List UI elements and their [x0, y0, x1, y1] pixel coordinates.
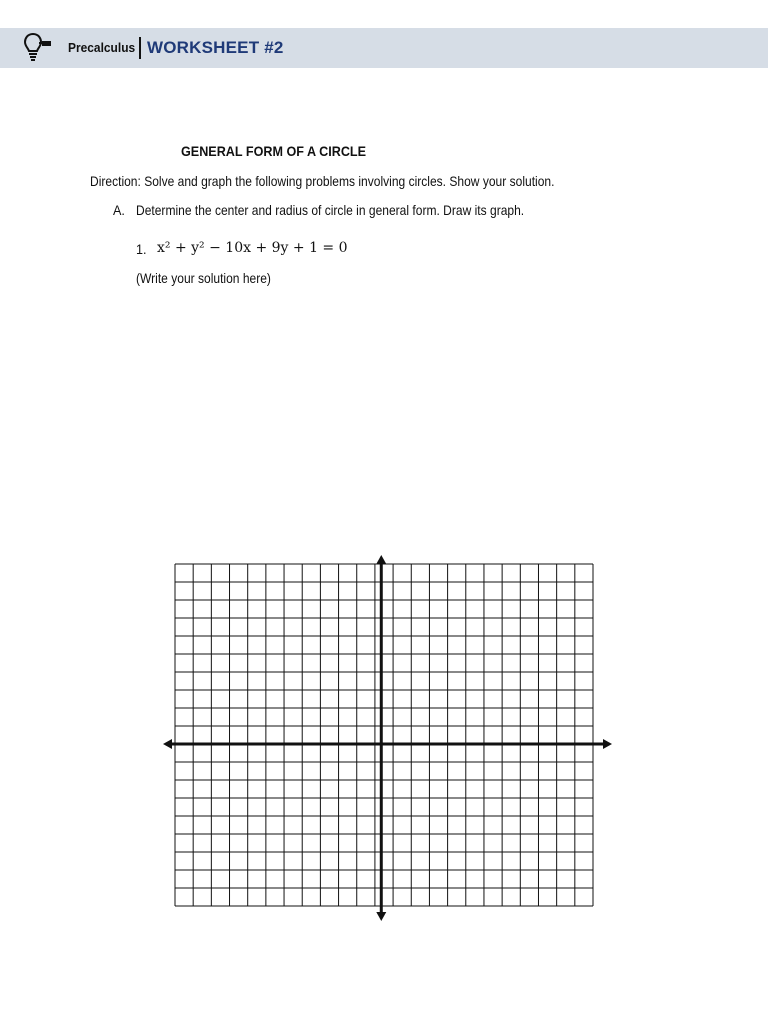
y-axis-down-arrow-icon: [376, 912, 386, 921]
coordinate-grid: [160, 555, 620, 925]
y-axis-up-arrow-icon: [376, 555, 386, 564]
header-separator: [139, 37, 141, 59]
solution-placeholder: (Write your solution here): [136, 270, 271, 286]
lightbulb-icon: [24, 32, 54, 64]
part-instruction: Determine the center and radius of circle in general form. Draw its graph.: [136, 202, 525, 218]
x-axis-left-arrow-icon: [163, 739, 172, 749]
direction-text: Direction: Solve and graph the following problems involving circles. Show your solution.: [90, 173, 555, 189]
worksheet-title: WORKSHEET #2: [147, 38, 284, 57]
problem-equation: x² + y² − 10x + 9y + 1 = 0: [157, 240, 348, 256]
course-name: Precalculus: [68, 40, 136, 55]
part-letter: A.: [113, 202, 125, 218]
section-title: GENERAL FORM OF A CIRCLE: [181, 143, 367, 159]
x-axis-right-arrow-icon: [603, 739, 612, 749]
problem-number: 1.: [136, 241, 147, 257]
